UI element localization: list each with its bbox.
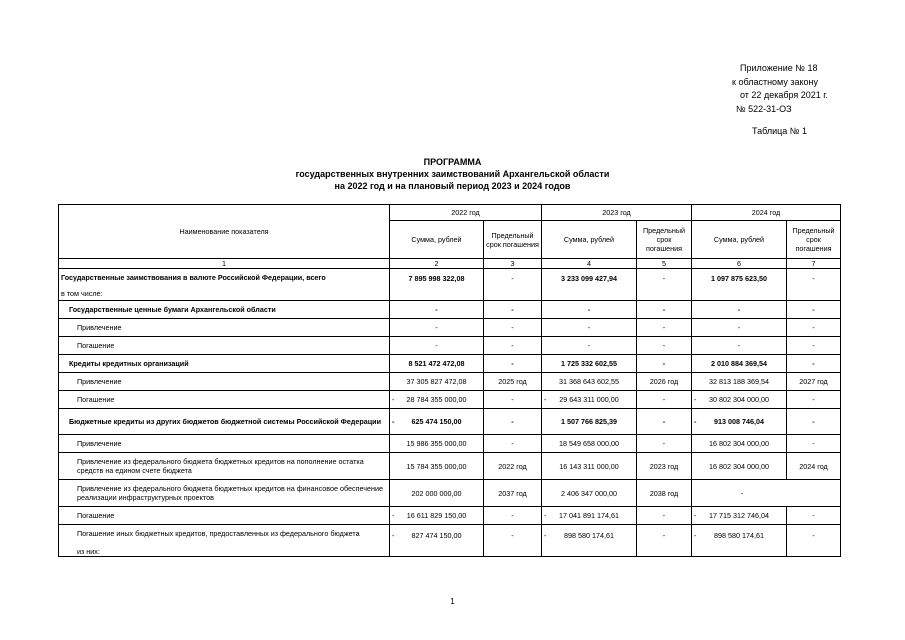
sum-2023: 2 406 347 000,00 xyxy=(542,480,637,507)
sum-2023: 3 233 099 427,94 xyxy=(542,269,637,301)
sum-2022: 15 784 355 000,00 xyxy=(390,453,484,480)
sum-2022: 37 305 827 472,08 xyxy=(390,373,484,391)
minus-sign: - xyxy=(544,531,547,540)
sum-value: 898 580 174,61 xyxy=(564,531,614,540)
term-2024: - xyxy=(787,435,841,453)
minus-sign: - xyxy=(694,417,697,426)
sum-2023: - xyxy=(542,301,637,319)
sum-value: 16 611 829 150,00 xyxy=(406,511,467,520)
sum-2022 xyxy=(390,409,484,435)
sum-2024 xyxy=(692,507,787,525)
term-2023: 2026 год xyxy=(637,373,692,391)
sum-2024: - xyxy=(692,301,787,319)
term-2024: - xyxy=(787,525,841,557)
row-label: Государственные ценные бумаги Архангельской области xyxy=(59,301,390,319)
table-row xyxy=(59,480,841,507)
table-row xyxy=(59,319,841,337)
sum-2022 xyxy=(390,507,484,525)
minus-sign: - xyxy=(392,511,395,520)
row-label: Погашение xyxy=(59,391,390,409)
header-year-2023: 2023 год xyxy=(542,205,692,221)
sum-2023: 31 368 643 602,55 xyxy=(542,373,637,391)
header-sum: Сумма, рублей xyxy=(692,221,787,259)
sum-2022: 8 521 472 472,08 xyxy=(390,355,484,373)
sum-2023: 16 143 311 000,00 xyxy=(542,453,637,480)
table-number: Таблица № 1 xyxy=(752,126,807,136)
sum-2024: 16 802 304 000,00 xyxy=(692,435,787,453)
col-number: 1 xyxy=(59,259,390,269)
row-label: в том числе: xyxy=(59,287,390,301)
sum-2022: - xyxy=(390,319,484,337)
sum-value: 17 041 891 174,61 xyxy=(559,511,619,520)
row-label: Привлечение xyxy=(59,373,390,391)
sum-value: 625 474 150,00 xyxy=(411,417,462,426)
sum-2023: 1 725 332 602,55 xyxy=(542,355,637,373)
table-row xyxy=(59,507,841,525)
term-2023: - xyxy=(637,435,692,453)
document-title xyxy=(0,156,905,192)
header-year-2024: 2024 год xyxy=(692,205,841,221)
term-2022: 2025 год xyxy=(484,373,542,391)
col-number: 5 xyxy=(637,259,692,269)
sum-value: 30 802 304 000,00 xyxy=(709,395,769,404)
row-label: Привлечение xyxy=(59,319,390,337)
row-label: Бюджетные кредиты из других бюджетов бюджетной системы Российской Федерации xyxy=(59,409,390,435)
annex-line: № 522-31-ОЗ xyxy=(736,103,792,114)
title-line: ПРОГРАММА xyxy=(423,157,482,167)
table-row xyxy=(59,301,841,319)
term-2022: - xyxy=(484,525,542,557)
sum-2023: - xyxy=(542,319,637,337)
header-term: Предельный срок погашения xyxy=(637,221,692,259)
table-row xyxy=(59,453,841,480)
row-label: Погашение xyxy=(59,337,390,355)
row-label: Государственные заимствования в валюте Российской Федерации, всего xyxy=(59,269,390,287)
sum-2023: - xyxy=(542,337,637,355)
term-2024: - xyxy=(787,391,841,409)
term-2024: 2027 год xyxy=(787,373,841,391)
page-number: 1 xyxy=(450,597,455,606)
table-row xyxy=(59,269,841,287)
table-row xyxy=(59,409,841,435)
term-2024: - xyxy=(787,269,841,301)
sum-2024: 32 813 188 369,54 xyxy=(692,373,787,391)
term-2024: - xyxy=(787,409,841,435)
table-row xyxy=(59,391,841,409)
minus-sign: - xyxy=(392,395,395,404)
annex-line: от 22 декабря 2021 г. xyxy=(740,90,828,100)
header-term: Предельный срок погашения xyxy=(787,221,841,259)
table-row xyxy=(59,525,841,547)
sum-2023: 18 549 658 000,00 xyxy=(542,435,637,453)
title-line: на 2022 год и на плановый период 2023 и 2024 годов xyxy=(334,181,571,191)
sum-2024: 2 010 884 369,54 xyxy=(692,355,787,373)
sum-2022: - xyxy=(390,301,484,319)
header-year-2022: 2022 год xyxy=(390,205,542,221)
term-2022: 2037 год xyxy=(484,480,542,507)
minus-sign: - xyxy=(392,531,395,540)
term-2023: - xyxy=(637,507,692,525)
term-2023: - xyxy=(637,337,692,355)
term-2022: - xyxy=(484,507,542,525)
sum-2024: - xyxy=(692,337,787,355)
row-label: Привлечение из федерального бюджета бюджетных кредитов на финансовое обеспечение реализации инфраструктурных проектов xyxy=(59,480,390,507)
term-2023: 2038 год xyxy=(637,480,692,507)
term-2023: - xyxy=(637,355,692,373)
col-number: 4 xyxy=(542,259,637,269)
sum-value: 913 008 746,04 xyxy=(714,417,764,426)
header-name: Наименование показателя xyxy=(59,205,390,259)
col-number: 3 xyxy=(484,259,542,269)
term-2023: - xyxy=(637,319,692,337)
sum-2022: 15 986 355 000,00 xyxy=(390,435,484,453)
sum-value: 827 474 150,00 xyxy=(411,531,462,540)
header-sum: Сумма, рублей xyxy=(390,221,484,259)
row-label: Погашение иных бюджетных кредитов, предоставленных из федерального бюджета xyxy=(59,525,390,547)
annex-block xyxy=(732,62,828,116)
header-term: Предельный срок погашения xyxy=(484,221,542,259)
row-label: Погашение xyxy=(59,507,390,525)
sum-2022: - xyxy=(390,337,484,355)
sum-value: 17 715 312 746,04 xyxy=(709,511,769,520)
term-2024: - xyxy=(787,507,841,525)
term-2023: - xyxy=(637,269,692,301)
term-2023: - xyxy=(637,391,692,409)
sum-2024: 16 802 304 000,00 xyxy=(692,453,787,480)
term-2022: - xyxy=(484,409,542,435)
minus-sign: - xyxy=(392,417,395,426)
sum-value: 28 784 355 000,00 xyxy=(406,395,467,404)
sum-2024: - xyxy=(692,319,787,337)
term-2024: - xyxy=(787,319,841,337)
header-sum: Сумма, рублей xyxy=(542,221,637,259)
col-number: 2 xyxy=(390,259,484,269)
table-row xyxy=(59,355,841,373)
term-2022: - xyxy=(484,355,542,373)
annex-line: Приложение № 18 xyxy=(740,63,818,73)
term-2024: - xyxy=(787,337,841,355)
col-number: 6 xyxy=(692,259,787,269)
term-2022: - xyxy=(484,435,542,453)
table-row xyxy=(59,373,841,391)
term-2023: - xyxy=(637,525,692,557)
term-2022: - xyxy=(484,301,542,319)
sum-2022: 7 895 998 322,08 xyxy=(390,269,484,301)
term-2022: - xyxy=(484,269,542,301)
sum-2022 xyxy=(390,391,484,409)
borrowing-table xyxy=(58,204,841,557)
sum-2022: 202 000 000,00 xyxy=(390,480,484,507)
col-number: 7 xyxy=(787,259,841,269)
minus-sign: - xyxy=(694,531,697,540)
term-2024: 2024 год xyxy=(787,453,841,480)
term-2023: - xyxy=(637,301,692,319)
table-row xyxy=(59,435,841,453)
sum-2022 xyxy=(390,525,484,557)
sum-2024 xyxy=(692,391,787,409)
minus-sign: - xyxy=(694,511,697,520)
row-label: из них: xyxy=(59,547,390,557)
term-2024: - xyxy=(787,301,841,319)
minus-sign: - xyxy=(694,395,697,404)
sum-2024 xyxy=(692,409,787,435)
row-label: Привлечение из федерального бюджета бюджетных кредитов на пополнение остатка средств на едином счете бюджета xyxy=(59,453,390,480)
term-2022: - xyxy=(484,391,542,409)
minus-sign: - xyxy=(544,395,547,404)
sum-value: 29 643 311 000,00 xyxy=(559,395,619,404)
sum-2023 xyxy=(542,507,637,525)
term-2022: 2022 год xyxy=(484,453,542,480)
sum-2024 xyxy=(692,525,787,557)
term-2022: - xyxy=(484,319,542,337)
sum-2023: 1 507 766 825,39 xyxy=(542,409,637,435)
row-label: Привлечение xyxy=(59,435,390,453)
sum-value: 898 580 174,61 xyxy=(714,531,764,540)
sum-2023 xyxy=(542,525,637,557)
table-row xyxy=(59,337,841,355)
minus-sign: - xyxy=(544,511,547,520)
row-label: Кредиты кредитных организаций xyxy=(59,355,390,373)
sum-2024: 1 097 875 623,50 xyxy=(692,269,787,301)
term-2023: 2023 год xyxy=(637,453,692,480)
term-2024: - xyxy=(787,355,841,373)
sum-2024: - xyxy=(692,480,841,507)
term-2023: - xyxy=(637,409,692,435)
annex-line: к областному закону xyxy=(732,76,818,87)
sum-2023 xyxy=(542,391,637,409)
term-2022: - xyxy=(484,337,542,355)
title-line: государственных внутренних заимствований Архангельской области xyxy=(295,169,610,179)
